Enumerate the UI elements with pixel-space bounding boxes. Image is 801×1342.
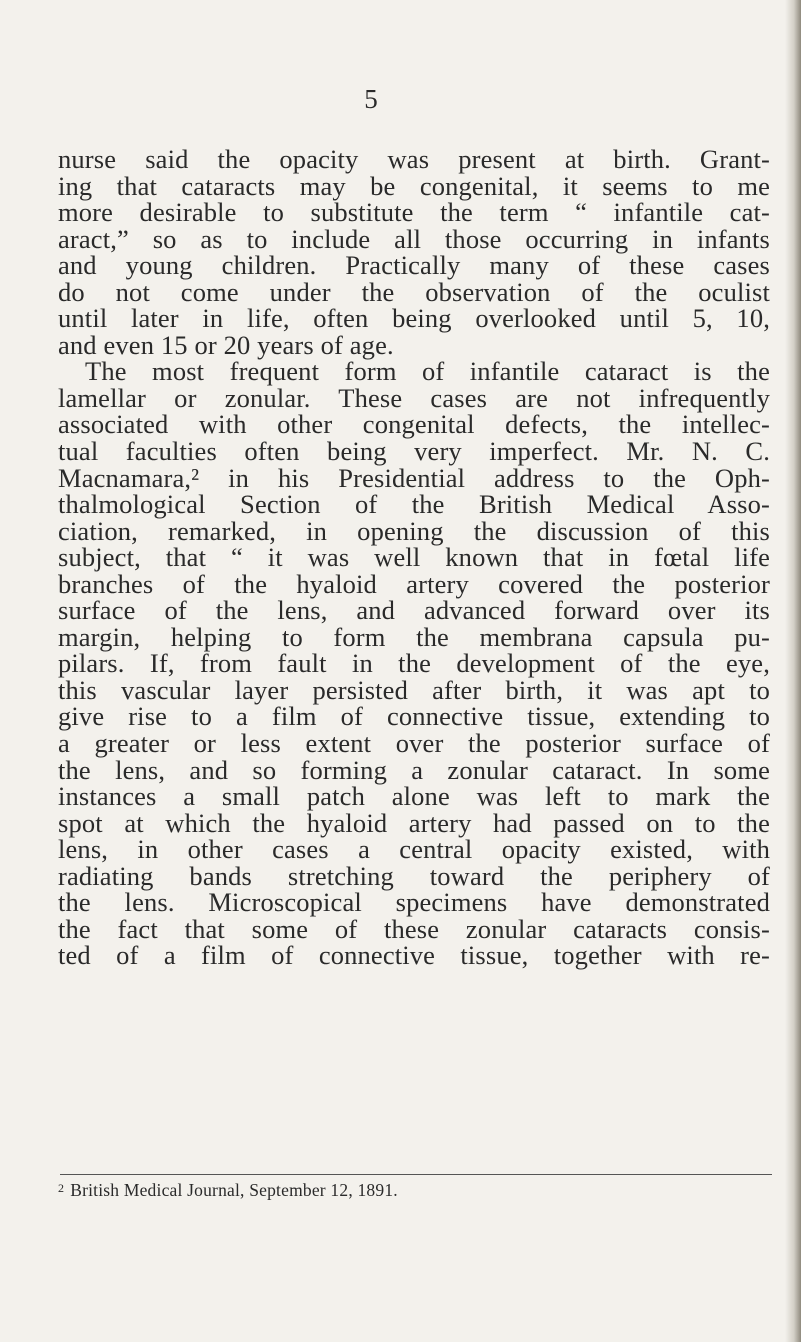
text-line: the lens. Microscopical specimens have demonstrated — [58, 887, 770, 918]
text-line: pilars. If, from fault in the development of the eye, — [58, 648, 770, 679]
text-line: the lens, and so forming a zonular cataract. In some — [58, 754, 770, 785]
text-line: and even 15 or 20 years of age. — [58, 329, 394, 360]
footnote — [58, 1177, 398, 1201]
footnote-marker: 2 — [58, 1181, 65, 1195]
text-line: this vascular layer persisted after birth, it was apt to — [58, 674, 770, 705]
text-line: thalmological Section of the British Medical Asso- — [58, 489, 770, 520]
text-line: aract,” so as to include all those occurring in infants — [58, 223, 770, 254]
text-line: instances a small patch alone was left to mark the — [58, 781, 770, 812]
page-edge-shadow — [785, 0, 801, 1342]
text-line: the fact that some of these zonular cataracts consis- — [58, 913, 770, 944]
text-line: ciation, remarked, in opening the discussion of this — [58, 515, 770, 546]
footnote-divider — [60, 1174, 772, 1175]
text-line: Macnamara,² in his Presidential address to the Oph- — [58, 462, 770, 493]
body-text — [58, 146, 770, 969]
text-line: ing that cataracts may be congenital, it seems to me — [58, 170, 770, 201]
text-line: a greater or less extent over the posterior surface of — [58, 728, 770, 759]
text-line: nurse said the opacity was present at birth. Grant- — [58, 144, 770, 174]
text-line: lamellar or zonular. These cases are not infrequently — [58, 382, 770, 413]
text-line: The most frequent form of infantile cataract is the — [85, 356, 770, 387]
text-line: subject, that “ it was well known that in fœtal life — [58, 542, 770, 573]
text-line: branches of the hyaloid artery covered the posterior — [58, 568, 770, 599]
text-line: spot at which the hyaloid artery had passed on to the — [58, 807, 770, 838]
text-line: radiating bands stretching toward the periphery of — [58, 860, 770, 891]
text-line: until later in life, often being overlooked until 5, 10, — [58, 303, 770, 334]
text-line: surface of the lens, and advanced forward over its — [58, 595, 770, 626]
page-number: 5 — [364, 84, 378, 114]
text-line: margin, helping to form the membrana capsula pu- — [58, 621, 770, 652]
text-line: and young children. Practically many of these cases — [58, 250, 770, 281]
text-line: lens, in other cases a central opacity existed, with — [58, 834, 770, 865]
text-line: do not come under the observation of the oculist — [58, 276, 770, 307]
text-line: more desirable to substitute the term “ infantile cat- — [58, 197, 770, 228]
footnote-text: British Medical Journal, September 12, 1891. — [70, 1180, 398, 1200]
text-line: tual faculties often being very imperfect. Mr. N. C. — [58, 436, 770, 467]
text-line: ted of a film of connective tissue, together with re- — [58, 940, 770, 971]
text-line: give rise to a film of connective tissue, extending to — [58, 701, 770, 732]
text-line: associated with other congenital defects, the intellec- — [58, 409, 770, 440]
